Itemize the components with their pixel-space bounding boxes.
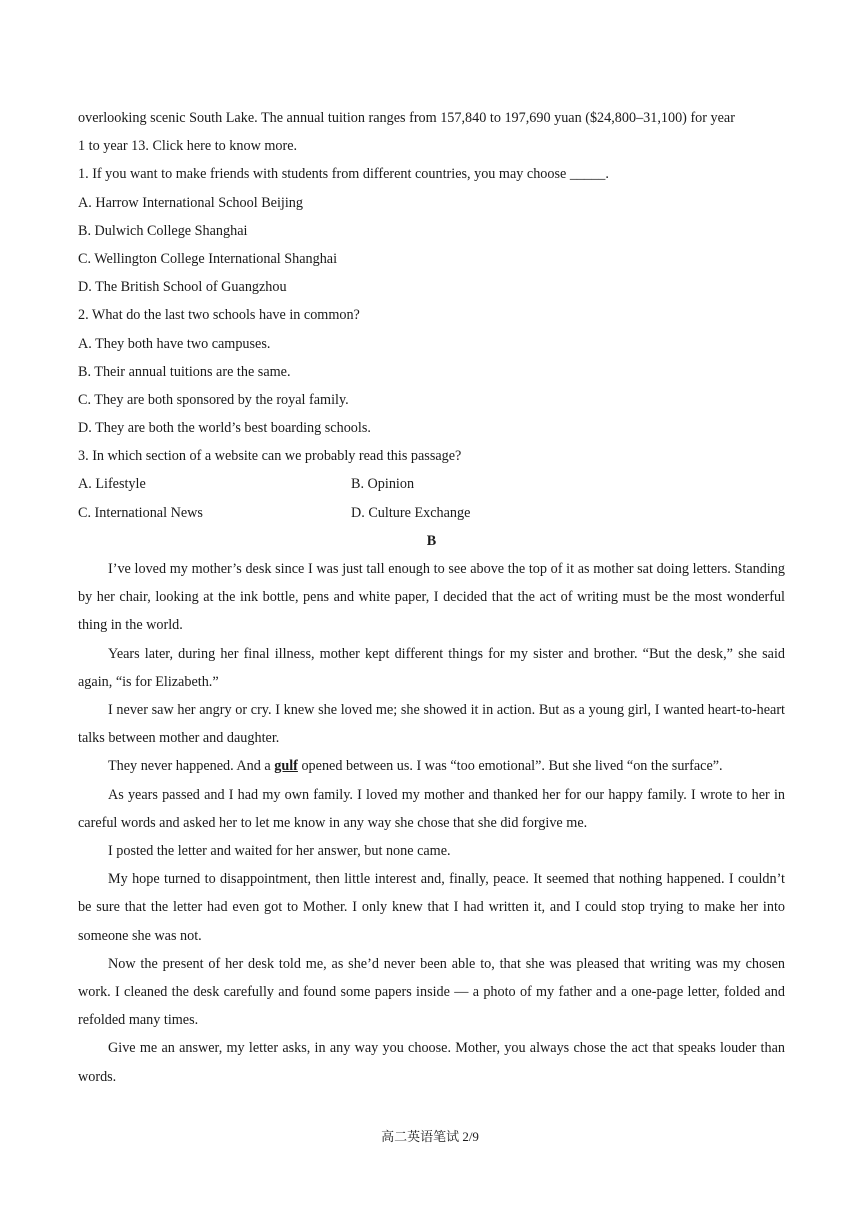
question-1-stem: 1. If you want to make friends with students from different countries, you may choose _____. (78, 166, 609, 183)
question-3-option-d: D. Culture Exchange (351, 504, 471, 521)
paragraph-4-text-before: They never happened. And a (108, 758, 275, 775)
question-1-option-b: B. Dulwich College Shanghai (78, 222, 248, 239)
question-3-option-c: C. International News (78, 504, 203, 521)
question-2-option-b: B. Their annual tuitions are the same. (78, 363, 291, 380)
question-2-option-c: C. They are both sponsored by the royal family. (78, 391, 349, 408)
question-3-stem: 3. In which section of a website can we probably read this passage? (78, 448, 462, 465)
passage-paragraph-9: Give me an answer, my letter asks, in any way you choose. Mother, you always chose the act that speaks louder than words. (78, 1040, 785, 1085)
question-1-option-a: A. Harrow International School Beijing (78, 194, 303, 211)
underlined-word-gulf: gulf (274, 758, 298, 775)
passage-paragraph-6: I posted the letter and waited for her answer, but none came. (108, 843, 451, 860)
question-2-option-d: D. They are both the world’s best boarding schools. (78, 420, 371, 437)
passage-paragraph-3: I never saw her angry or cry. I knew she loved me; she showed it in action. But as a young girl, I wanted heart-to-heart talks between mother and daughter. (78, 702, 785, 747)
question-3-options-row-2 (78, 499, 785, 527)
passage-paragraph-1: I’ve loved my mother’s desk since I was just tall enough to see above the top of it as mother sat doing letters. Standing by her chair, looking at the ink bottle, pens and white paper, I decided that the act of writing must be the most wonderful thing in the world. (78, 561, 785, 634)
passage-paragraph-4 (78, 752, 785, 780)
question-1-option-d: D. The British School of Guangzhou (78, 279, 287, 296)
section-b-heading: B (426, 532, 437, 549)
question-3-option-a: A. Lifestyle (78, 476, 146, 493)
passage-paragraph-8: Now the present of her desk told me, as she’d never been able to, that she was pleased that writing was my chosen work. I cleaned the desk carefully and found some papers inside — a photo of my father and a one-page letter, folded and refolded many times. (78, 955, 785, 1029)
passage-paragraph-5: As years passed and I had my own family. I loved my mother and thanked her for our happy family. I wrote to her in careful words and asked her to let me know in any way she chose that she did forgive me. (78, 786, 785, 831)
paragraph-4-text-after: opened between us. I was “too emotional”. But she lived “on the surface”. (297, 758, 723, 775)
document-body (78, 104, 785, 1091)
page-footer: 高二英语笔试 2/9 (381, 1129, 479, 1144)
question-3-option-b: B. Opinion (351, 476, 415, 493)
question-1-option-c: C. Wellington College International Shanghai (78, 250, 338, 267)
intro-line-1: overlooking scenic South Lake. The annual tuition ranges from 157,840 to 197,690 yuan ($24,800–31,100) for year (78, 110, 735, 126)
passage-paragraph-2: Years later, during her final illness, mother kept different things for my sister and brother. “But the desk,” she said again, “is for Elizabeth.” (78, 645, 785, 690)
passage-paragraph-7: My hope turned to disappointment, then little interest and, finally, peace. It seemed that nothing happened. I couldn’t be sure that the letter had even got to Mother. I only knew that I had written it, and I could stop trying to make her into someone she was not. (78, 871, 785, 944)
question-2-option-a: A. They both have two campuses. (78, 335, 271, 352)
intro-line-2: 1 to year 13. Click here to know more. (78, 138, 298, 155)
question-3-options-row-1 (78, 470, 785, 498)
question-2-stem: 2. What do the last two schools have in common? (78, 307, 360, 324)
